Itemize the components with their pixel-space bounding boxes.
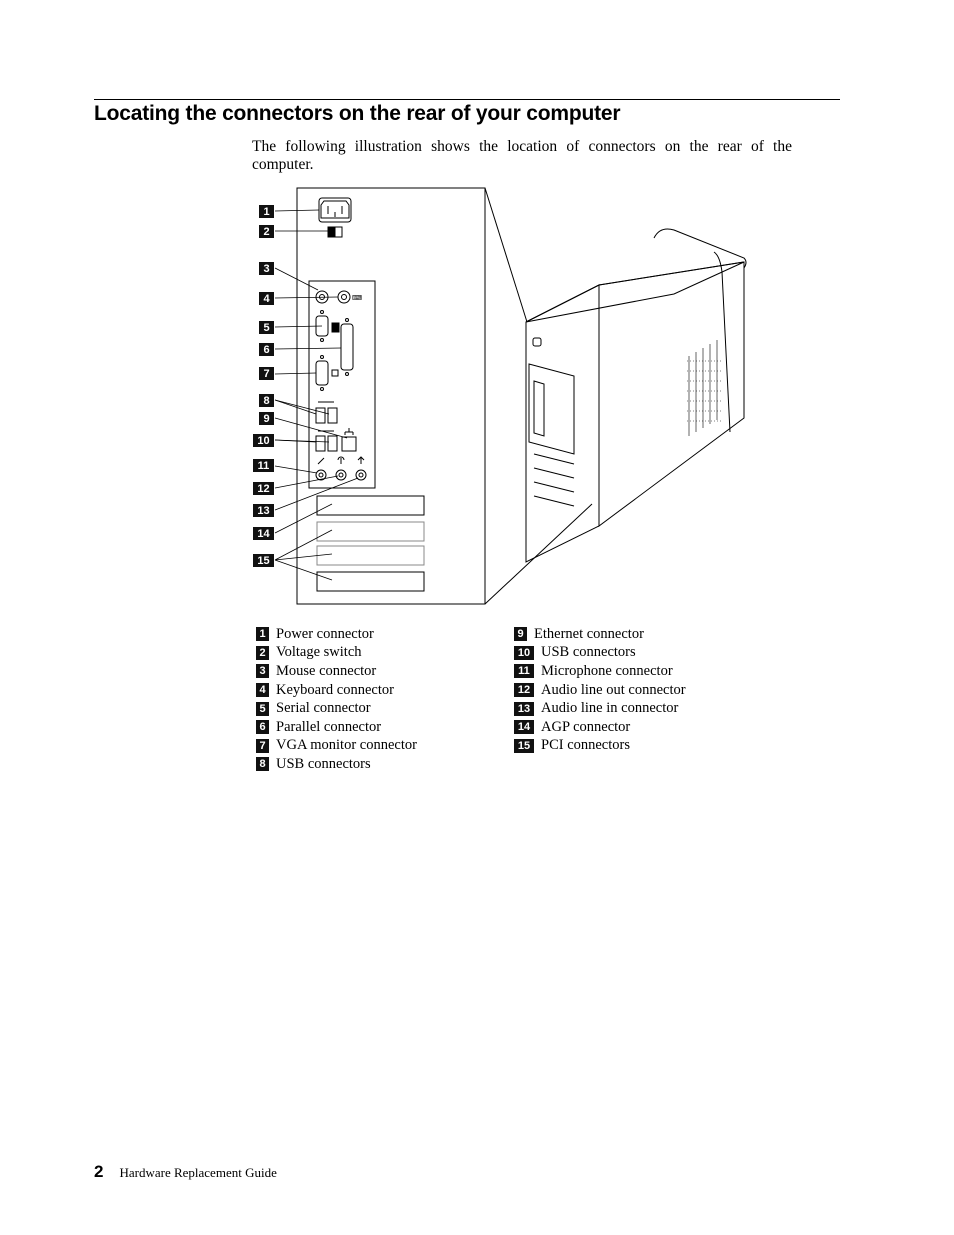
legend-number: 14	[514, 720, 534, 734]
callout-text: 11	[257, 460, 270, 472]
callout-text: 1	[263, 206, 270, 218]
guide-title: Hardware Replacement Guide	[119, 1165, 277, 1180]
rear-connectors-illustration	[244, 186, 764, 610]
legend-number: 8	[256, 757, 269, 771]
legend-item	[256, 644, 417, 663]
usb-upper-connectors-icon	[316, 402, 337, 423]
legend-number: 10	[514, 646, 534, 660]
monitor-icon	[332, 370, 338, 376]
callout-text: 13	[257, 505, 270, 517]
legend-label: Power connector	[276, 625, 374, 642]
legend-item	[256, 625, 417, 644]
legend-item	[514, 718, 686, 737]
legend-number: 15	[514, 739, 534, 753]
callout-text: 12	[257, 483, 270, 495]
legend-number: 3	[256, 664, 269, 678]
vga-connector-icon	[316, 356, 328, 391]
legend-item	[514, 644, 686, 663]
legend-label: Parallel connector	[276, 718, 382, 735]
legend-item	[514, 662, 686, 681]
pci-slot-2	[317, 546, 424, 565]
legend-number: 4	[256, 683, 269, 697]
tower-computer-drawing	[526, 229, 746, 562]
keyboard-connector-icon	[338, 291, 350, 303]
rear-panel-outline	[297, 188, 485, 604]
callout-text: 8	[263, 395, 270, 407]
power-connector-icon	[319, 198, 351, 222]
legend-label: USB connectors	[541, 644, 636, 661]
serial-port-icon	[332, 323, 339, 332]
callout-text: 5	[263, 322, 270, 334]
legend-number: 2	[256, 646, 269, 660]
legend-label: AGP connector	[541, 718, 631, 735]
legend-number: 11	[514, 664, 534, 678]
heading-rule	[94, 99, 840, 100]
legend-label: Keyboard connector	[276, 681, 394, 698]
pci-slot-1	[317, 522, 424, 541]
page-heading: Locating the connectors on the rear of your computer	[94, 102, 621, 125]
legend-item	[514, 737, 686, 756]
pci-slot-3	[317, 572, 424, 591]
legend-item	[256, 699, 417, 718]
callout-text: 15	[257, 555, 270, 567]
legend-item	[256, 718, 417, 737]
legend-number: 5	[256, 702, 269, 716]
legend-label: VGA monitor connector	[276, 737, 417, 754]
legend-number: 7	[256, 739, 269, 753]
callout-text: 7	[263, 368, 270, 380]
legend-label: Audio line out connector	[541, 681, 686, 698]
parallel-connector-icon	[341, 319, 353, 376]
legend-label: Mouse connector	[276, 662, 377, 679]
page-number: 2	[94, 1162, 104, 1181]
ethernet-connector-icon	[342, 428, 356, 451]
callout-text: 2	[263, 226, 270, 238]
callout-text: 3	[263, 263, 270, 275]
legend-number: 13	[514, 702, 534, 716]
callout-text: 6	[263, 344, 270, 356]
legend-item	[256, 681, 417, 700]
legend-item	[256, 737, 417, 756]
tower-vents	[687, 340, 721, 436]
legend-number: 6	[256, 720, 269, 734]
legend-label: Voltage switch	[276, 644, 362, 661]
callout-text: 4	[263, 293, 270, 305]
legend-item	[514, 681, 686, 700]
legend-right-column	[514, 625, 686, 755]
legend-number: 12	[514, 683, 534, 697]
legend-number: 1	[256, 627, 269, 641]
legend-left-column	[256, 625, 417, 774]
audio-jacks-icon	[316, 457, 366, 480]
svg-text:⌨: ⌨	[352, 294, 363, 302]
legend-number: 9	[514, 627, 527, 641]
legend-item	[256, 662, 417, 681]
legend-item	[514, 699, 686, 718]
agp-slot	[317, 496, 424, 515]
callout-text: 14	[257, 528, 270, 540]
legend-label: Audio line in connector	[541, 700, 679, 717]
intro-paragraph: The following illustration shows the location of connectors on the rear of the computer.	[252, 138, 792, 173]
legend-item	[256, 755, 417, 774]
legend-item	[514, 625, 686, 644]
callout-text: 9	[263, 413, 270, 425]
page-footer	[94, 1162, 277, 1182]
callout-labels	[253, 205, 274, 567]
legend-label: USB connectors	[276, 755, 371, 772]
voltage-switch-icon	[328, 227, 342, 237]
legend-label: Microphone connector	[541, 662, 673, 679]
legend-label: PCI connectors	[541, 737, 630, 754]
legend-label: Ethernet connector	[534, 625, 644, 642]
illustration-svg	[244, 186, 764, 610]
legend-label: Serial connector	[276, 700, 371, 717]
callout-text: 10	[257, 435, 270, 447]
